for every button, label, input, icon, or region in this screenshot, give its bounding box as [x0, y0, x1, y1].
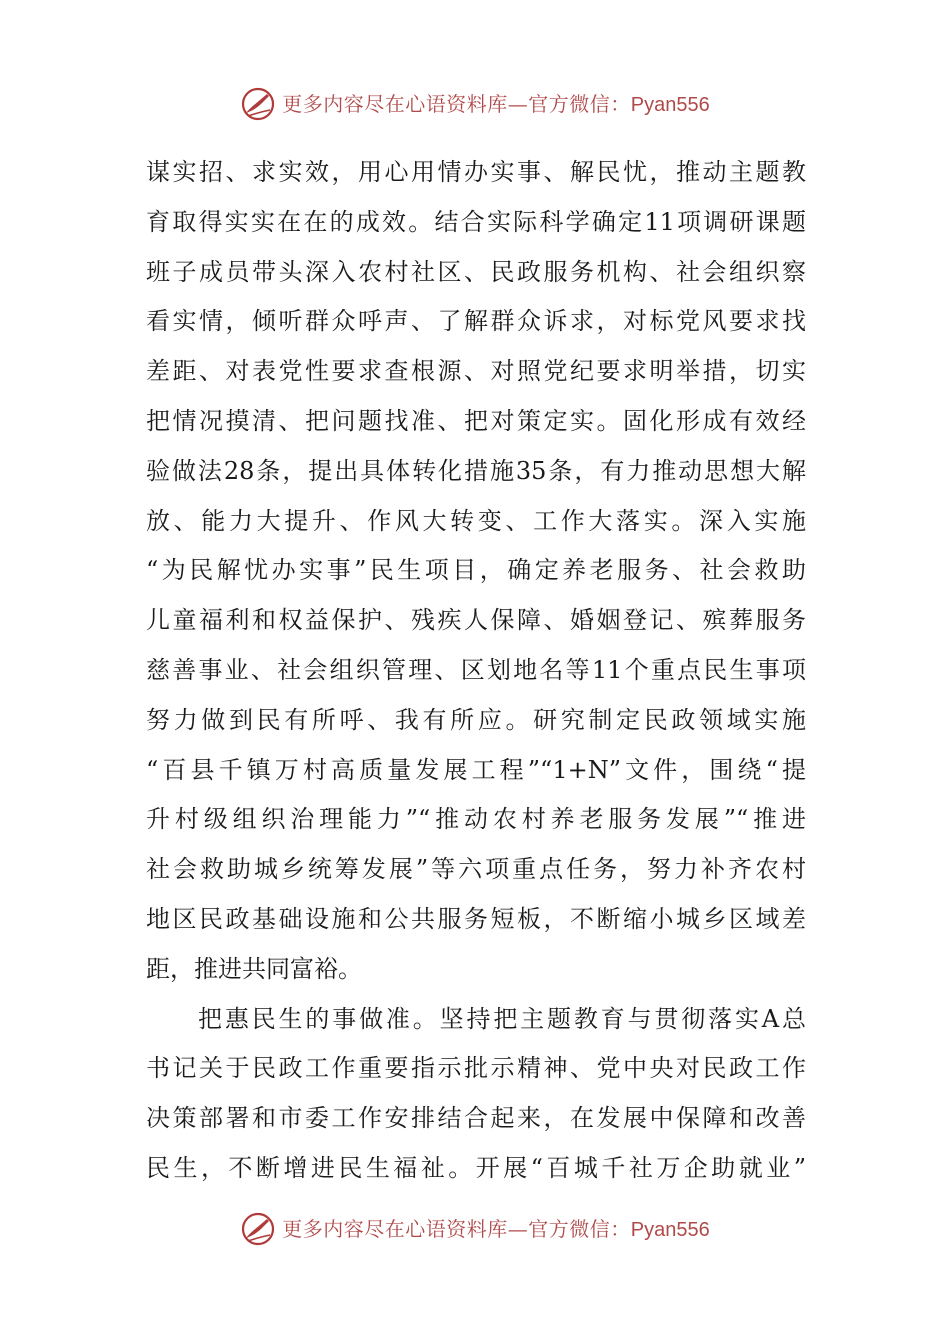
text-line: 看实情，倾听群众呼声、了解群众诉求，对标党风要求找	[146, 307, 806, 336]
header-watermark-text	[282, 92, 709, 117]
text-line: “百县千镇万村高质量发展工程”“1+N”文件，围绕“提	[146, 755, 806, 784]
text-line: 班子成员带头深入农村社区、民政服务机构、社会组织察	[146, 257, 806, 286]
text-line: 距，推进共同富裕。	[146, 954, 362, 983]
text-line: 民生，不断增进民生福祉。开展“百城千社万企助就业”	[146, 1153, 806, 1182]
text-line: 决策部署和市委工作安排结合起来，在发展中保障和改善	[146, 1104, 806, 1133]
text-line: 升村级组织治理能力”“推动农村养老服务发展”“推进	[146, 805, 806, 834]
footer-watermark-text	[282, 1217, 709, 1242]
text-line: 儿童福利和权益保护、残疾人保障、婚姻登记、殡葬服务	[146, 606, 806, 635]
text-line: 把情况摸清、把问题找准、把对策定实。固化形成有效经	[146, 406, 806, 435]
text-line: 差距、对表党性要求查根源、对照党纪要求明举措，切实	[146, 357, 806, 386]
text-line: 把惠民生的事做准。坚持把主题教育与贯彻落实A总	[198, 1004, 806, 1033]
header-watermark-main: 更多内容尽在心语资料库—官方微信：	[282, 91, 631, 116]
footer-watermark	[0, 1209, 950, 1249]
text-line: 育取得实实在在的成效。结合实际科学确定11项调研课题	[146, 207, 806, 236]
text-line: 验做法28条，提出具体转化措施35条，有力推动思想大解	[146, 456, 806, 485]
document-body	[146, 148, 806, 1194]
text-line: 慈善事业、社会组织管理、区划地名等11个重点民生事项	[146, 655, 806, 684]
paragraph-2	[146, 995, 806, 1194]
text-line: 地区民政基础设施和公共服务短板，不断缩小城乡区域差	[146, 904, 806, 933]
paragraph-1	[146, 148, 806, 995]
header-watermark	[0, 84, 950, 124]
text-line: 谋实招、求实效，用心用情办实事、解民忧，推动主题教	[146, 158, 806, 186]
text-line: 放、能力大提升、作风大转变、工作大落实。深入实施	[146, 506, 806, 535]
footer-watermark-main: 更多内容尽在心语资料库—官方微信：	[282, 1216, 631, 1241]
pen-logo-icon	[240, 86, 276, 122]
pen-logo-icon	[240, 1211, 276, 1247]
text-line: “为民解忧办实事”民生项目，确定养老服务、社会救助	[146, 556, 806, 585]
text-line: 努力做到民有所呼、我有所应。研究制定民政领域实施	[146, 705, 806, 734]
header-watermark-id: Pyan556	[630, 93, 710, 116]
footer-watermark-id: Pyan556	[630, 1218, 710, 1241]
text-line: 社会救助城乡统筹发展”等六项重点任务，努力补齐农村	[146, 855, 806, 884]
text-line: 书记关于民政工作重要指示批示精神、党中央对民政工作	[146, 1054, 806, 1083]
